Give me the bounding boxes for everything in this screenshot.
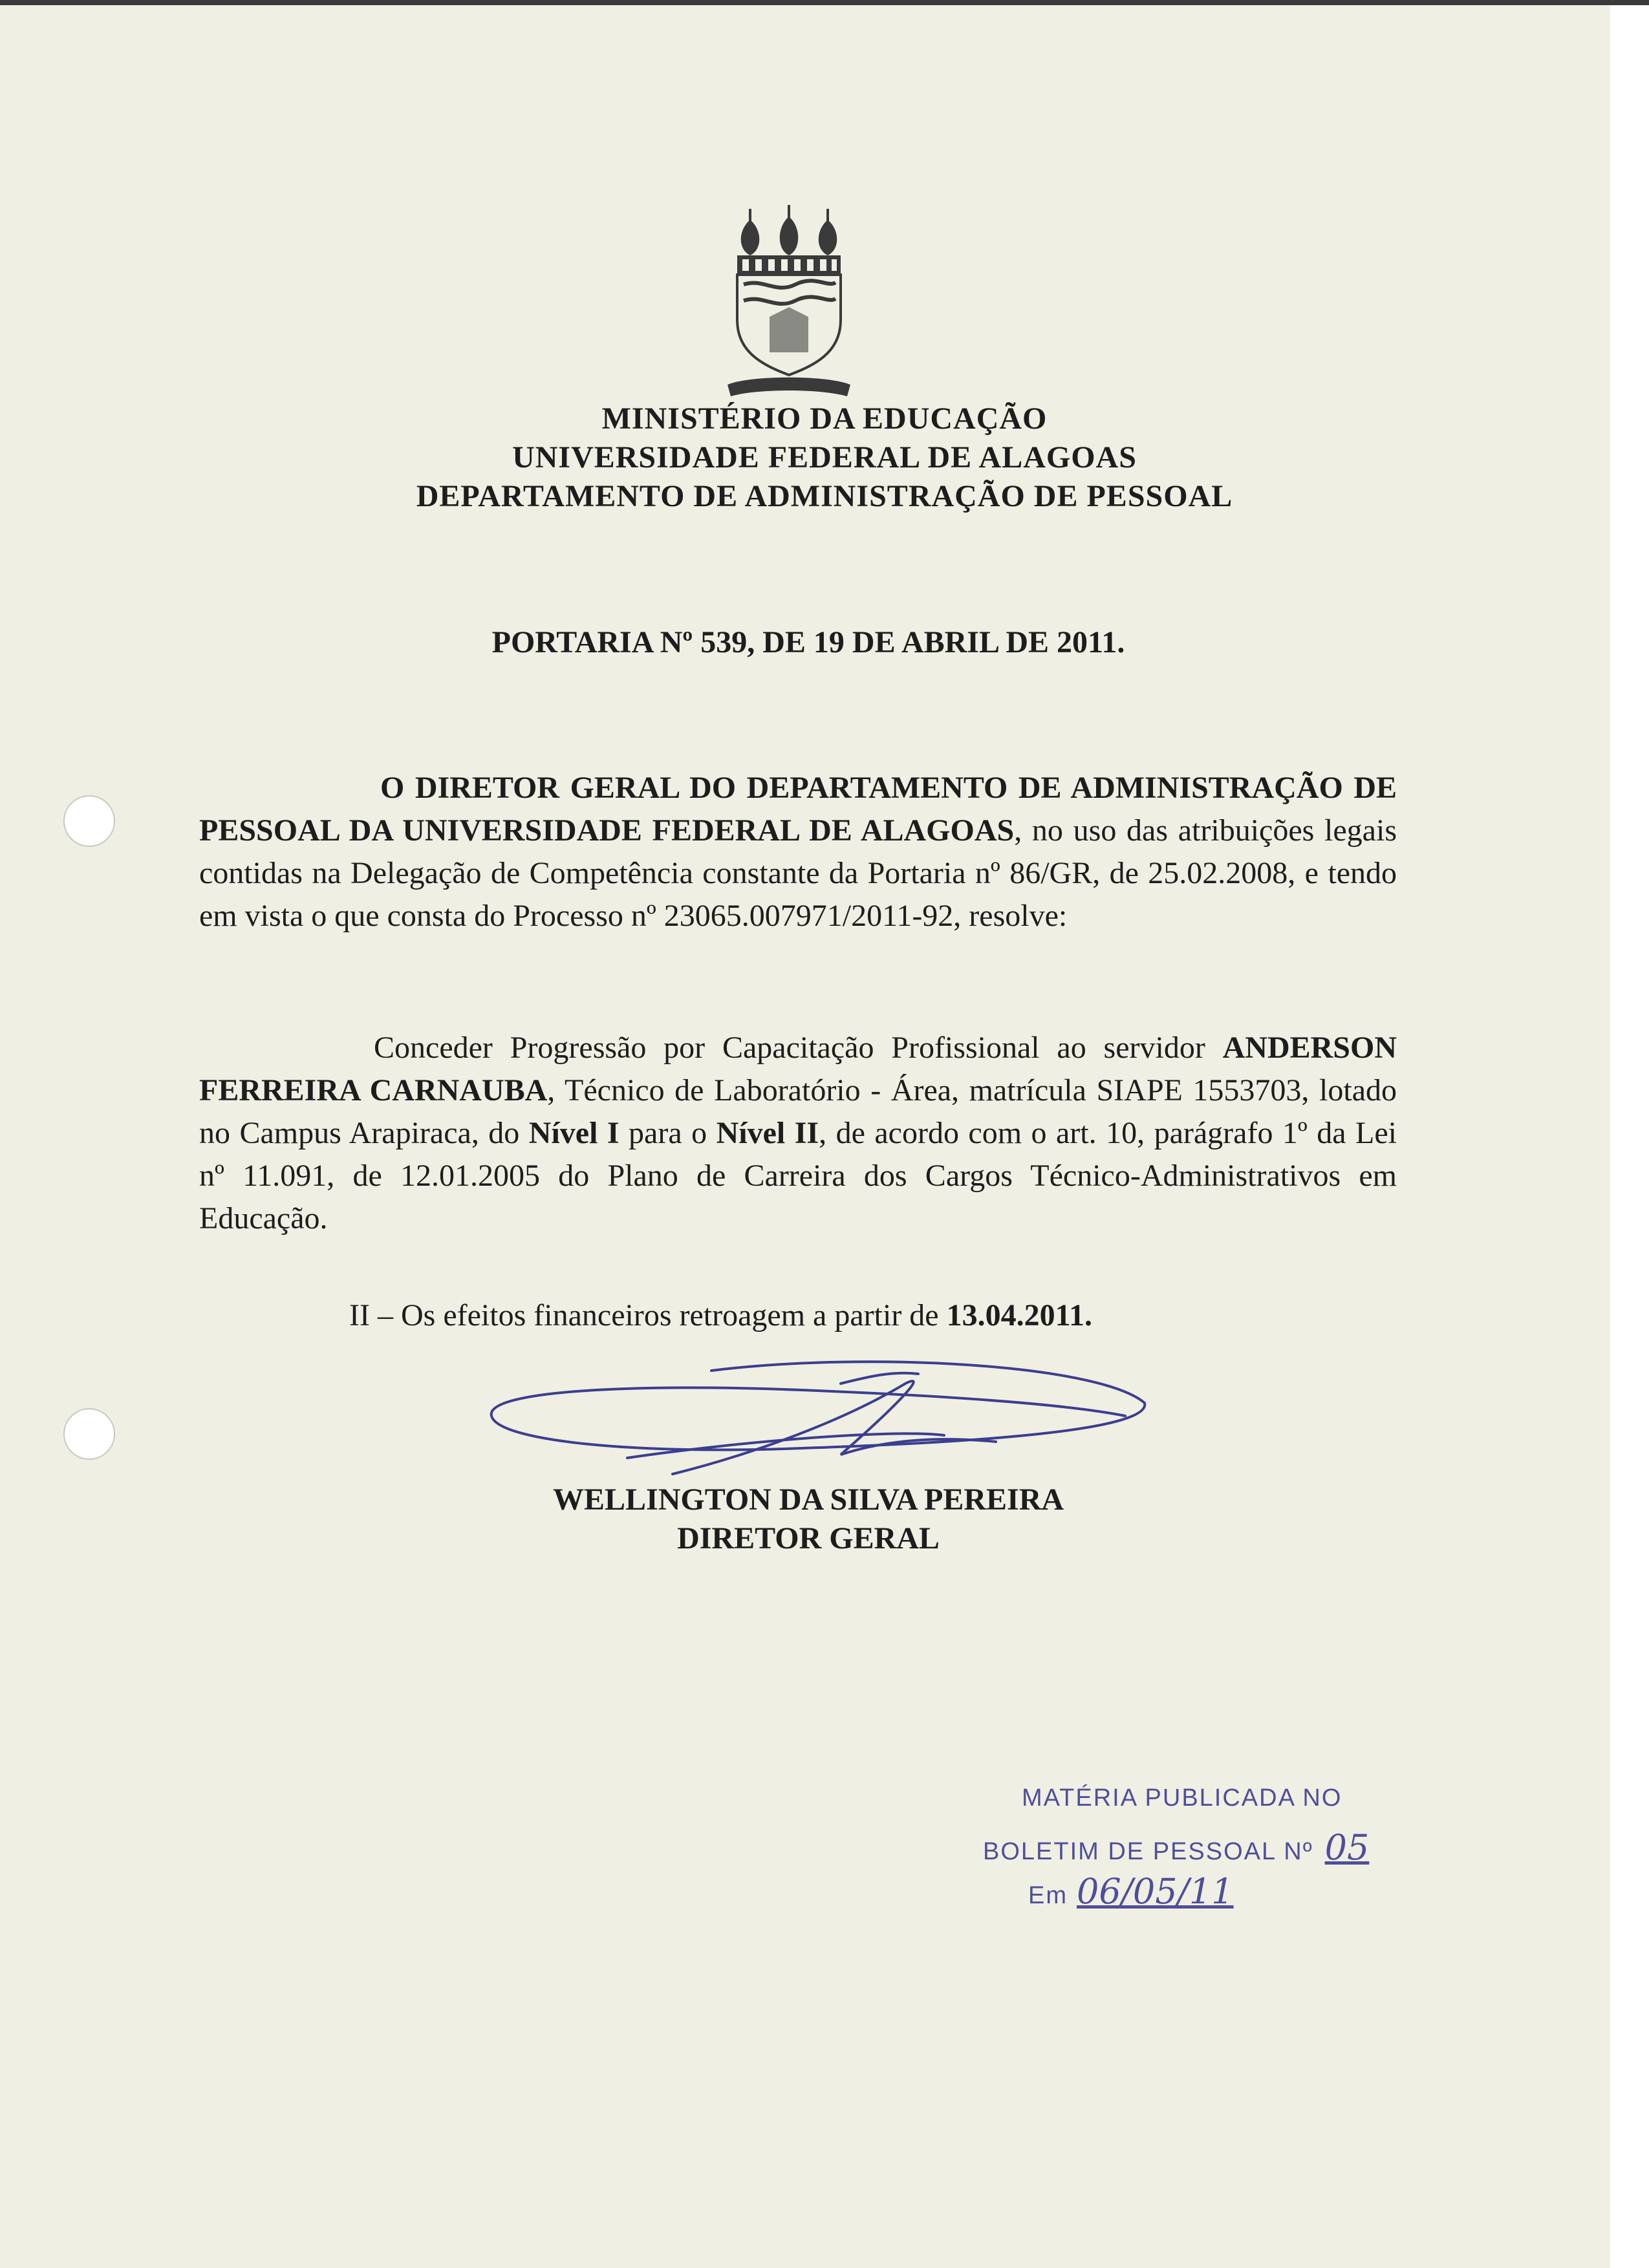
department-heading: DEPARTAMENTO DE ADMINISTRAÇÃO DE PESSOAL [416,479,1233,513]
resolution-paragraph [199,1027,1397,1240]
effective-date: 13.04.2011. [946,1298,1092,1332]
signer-name: WELLINGTON DA SILVA PEREIRA [552,1482,1064,1517]
servant-name: ANDERSON FERREIRA CARNAUBA [199,1031,1397,1107]
ministry-heading: MINISTÉRIO DA EDUCAÇÃO [601,401,1048,436]
resolution-text: Conceder Progressão por Capacitação Profissional ao servidor [374,1031,1223,1065]
stamp-bulletin-label: BOLETIM DE PESSOAL Nº [983,1838,1313,1865]
level-to: Nível II [716,1116,819,1150]
publication-stamp [976,1784,1442,1914]
document-title: PORTARIA Nº 539, DE 19 DE ABRIL DE 2011. [491,625,1125,659]
resolution-text: , de acordo com o art. 10, parágrafo 1º da Lei nº 11.091, de 12.01.2005 do Plano de Carreira dos Cargos Técnico-Administrativos em Educação. [199,1116,1397,1236]
stamp-line-2 [983,1827,1369,1868]
stamp-line-3 [1028,1871,1234,1912]
punch-hole [63,1408,115,1460]
resolution-text: para o [619,1116,717,1150]
university-crest-icon [724,191,854,404]
financial-effects-text: II – Os efeitos financeiros retroagem a partir de [349,1298,947,1332]
preamble-paragraph [199,767,1397,937]
stamp-line-1: MATÉRIA PUBLICADA NO [1022,1784,1342,1812]
punch-hole [63,795,115,847]
scan-top-edge [0,0,1649,5]
level-from: Nível I [528,1116,620,1150]
signer-title: DIRETOR GERAL [677,1521,940,1556]
scan-page-edge [1610,0,1649,2268]
stamp-bulletin-number: 05 [1324,1827,1370,1868]
preamble-text: , no uso das atribuições legais contidas na Delegação de Competência constante da Portaria nº 86/GR, de 25.02.2008, e tendo em vista o que consta do Processo nº 23065.007971/2011-92, resolve: [199,813,1397,933]
financial-effects-paragraph [199,1294,1397,1337]
university-heading: UNIVERSIDADE FEDERAL DE ALAGOAS [512,440,1137,475]
resolution-text: , Técnico de Laboratório - Área, matrícula SIAPE 1553703, lotado no Campus Arapiraca, do [199,1073,1397,1150]
stamp-date: 06/05/11 [1077,1871,1234,1912]
stamp-date-label: Em [1028,1882,1068,1909]
preamble-authority: O DIRETOR GERAL DO DEPARTAMENTO DE ADMINISTRAÇÃO DE PESSOAL DA UNIVERSIDADE FEDERAL DE ALAGOAS [199,771,1397,848]
